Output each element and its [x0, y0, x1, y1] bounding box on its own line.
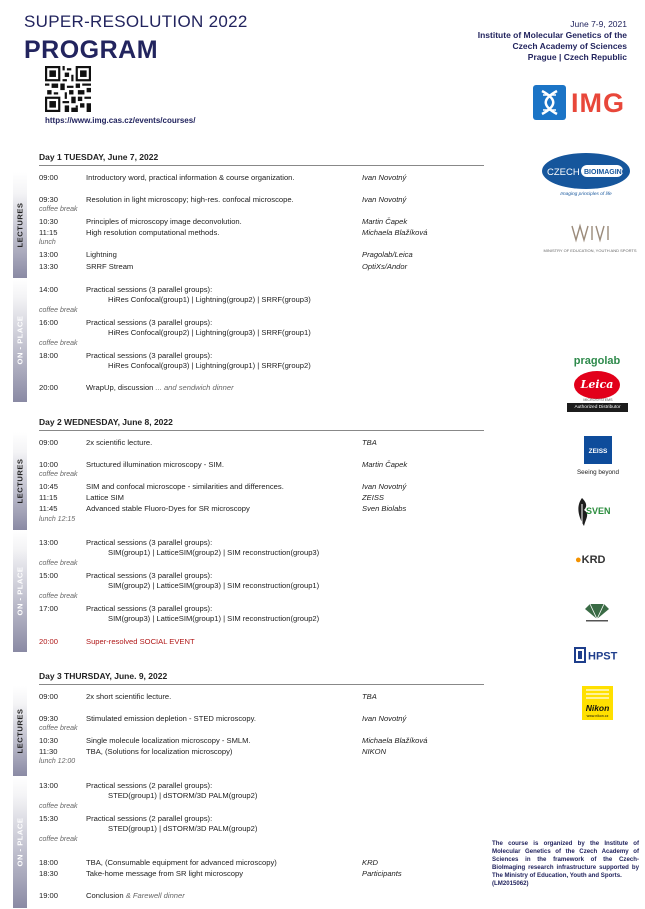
- schedule-row: 20:00 WrapUp, discussion ... and sendwich dinner: [39, 383, 234, 392]
- sven-biolabs-logo: [572, 496, 612, 528]
- day2-title: Day 2 WEDNESDAY, June 8, 2022: [39, 417, 173, 427]
- hpst-logo: [573, 646, 625, 664]
- zeiss-logo-text: ZEISS: [588, 448, 608, 455]
- on-place-label: ON - PLACE: [15, 566, 25, 616]
- krd-logo-text: KRD: [581, 554, 606, 566]
- zeiss-logo: [584, 436, 612, 464]
- break-label: coffee break: [39, 206, 78, 213]
- schedule-row: 15:30 Practical sessions (2 parallel groups):: [39, 814, 213, 823]
- img-logo: [533, 85, 631, 123]
- event-date: June 7-9, 2021: [570, 19, 627, 29]
- schedule-row: 13:00 Lightning Pragolab/Leica: [39, 250, 413, 259]
- nikon-logo: [582, 686, 613, 720]
- schedule-row: 11:45 Advanced stable Fluoro-Dyes for SR microscopy Sven Biolabs: [39, 504, 407, 513]
- on-place-label: ON - PLACE: [15, 817, 25, 867]
- break-label: coffee break: [39, 560, 78, 567]
- krd-dot-icon: ●: [575, 554, 582, 566]
- session-groups-row: HiRes Confocal(group1) | Lightning(group2) | SRRF(group3): [108, 295, 311, 304]
- lectures-label: LECTURES: [15, 708, 25, 754]
- lectures-bar-day2: [13, 432, 27, 530]
- session-groups-row: SIM(group2) | LatticeSIM(group3) | SIM reconstruction(group1): [108, 581, 320, 590]
- event-info: [397, 19, 627, 63]
- schedule-row: 09:30 Stimulated emission depletion - STED microscopy. Ivan Novotný: [39, 714, 407, 723]
- schedule-row: 11:15 High resolution computational methods. Michaela Blažíková: [39, 228, 428, 237]
- dna-icon: [533, 85, 566, 120]
- break-label: coffee break: [39, 471, 78, 478]
- on-place-bar-day2: [13, 530, 27, 652]
- authorized-distributor-badge: Authorized Distributor: [567, 403, 628, 412]
- partner-emblem-logo: [582, 601, 612, 623]
- schedule-row: 16:00 Practical sessions (3 parallel groups):: [39, 318, 213, 327]
- break-label: coffee break: [39, 725, 78, 732]
- schedule-row: 11:15 Lattice SIM ZEISS: [39, 493, 384, 502]
- schedule-row: 13:00 Practical sessions (2 parallel groups):: [39, 781, 213, 790]
- schedule-row: 19:00 Conclusion & Farewell dinner: [39, 891, 185, 900]
- schedule-row: 13:30 SRRF Stream OptiXs/Andor: [39, 262, 408, 271]
- break-label: coffee break: [39, 803, 78, 810]
- lectures-label: LECTURES: [15, 458, 25, 504]
- footnote-text: The course is organized by the Institute of Molecular Genetics of the Czech Academy of Sciences in the framework of the Czech-BioImaging research infrastructure supported by The Ministry of Education, Youth and Sports.: [492, 840, 639, 879]
- msmt-ministry-logo: [543, 222, 637, 262]
- on-place-bar-day3: [13, 776, 27, 908]
- img-logo-text: IMG: [571, 88, 625, 118]
- on-place-bar-day1: [13, 278, 27, 402]
- czech-bioimaging-logo: [540, 152, 632, 197]
- break-label: coffee break: [39, 307, 78, 314]
- course-url-link[interactable]: https://www.img.cas.cz/events/courses/: [45, 116, 196, 125]
- schedule-row: 15:00 Practical sessions (3 parallel groups):: [39, 571, 213, 580]
- break-label: lunch: [39, 239, 56, 246]
- czech-logo-text: CZECH: [547, 167, 580, 178]
- session-groups-row: SIM(group3) | LatticeSIM(group1) | SIM reconstruction(group2): [108, 614, 320, 623]
- leica-tagline: MICROSYSTEMS: [583, 398, 613, 402]
- msmt-caption: MINISTRY OF EDUCATION, YOUTH AND SPORTS: [543, 248, 637, 253]
- organizer-line1: Institute of Molecular Genetics of the: [477, 30, 627, 40]
- organizer-line2: Czech Academy of Sciences: [512, 41, 627, 51]
- footnote-code: (LM2015062): [492, 880, 529, 887]
- schedule-row: 11:30 TBA, (Solutions for localization microscopy) NIKON: [39, 747, 387, 756]
- schedule-row: 09:30 Resolution in light microscopy; high-res. confocal microscope. Ivan Novotný: [39, 195, 407, 204]
- schedule-row: 09:00 2x short scientific lecture. TBA: [39, 692, 377, 701]
- schedule-row: 10:30 Single molecule localization microscopy - SMLM. Michaela Blažíková: [39, 736, 428, 745]
- zeiss-tagline: Seeing beyond: [576, 469, 619, 476]
- schedule-row: 14:00 Practical sessions (3 parallel groups):: [39, 285, 213, 294]
- schedule-row: 18:00 TBA, (Consumable equipment for advanced microscopy) KRD: [39, 858, 379, 867]
- schedule-row: 18:00 Practical sessions (3 parallel groups):: [39, 351, 213, 360]
- qr-code-icon[interactable]: [45, 66, 91, 112]
- break-label: coffee break: [39, 836, 78, 843]
- day2-divider: [39, 430, 484, 431]
- nikon-url: www.nikon.cz: [586, 714, 609, 718]
- day3-title: Day 3 THURSDAY, June. 9, 2022: [39, 671, 168, 681]
- session-groups-row: STED(group1) | dSTORM/3D PALM(group2): [108, 824, 258, 833]
- krd-logo: [575, 554, 620, 568]
- break-label: coffee break: [39, 340, 78, 347]
- social-event-row: 20:00 Super-resolved SOCIAL EVENT: [39, 637, 195, 646]
- bioimaging-logo-text: BIOIMAGING: [584, 169, 628, 176]
- day1-title: Day 1 TUESDAY, June 7, 2022: [39, 152, 159, 162]
- pragolab-logo: pragolab: [573, 355, 621, 367]
- schedule-row: 13:00 Practical sessions (3 parallel groups):: [39, 538, 213, 547]
- page-title: PROGRAM: [24, 36, 159, 64]
- organizer-footnote: [492, 840, 639, 888]
- session-groups-row: HiRes Confocal(group2) | Lightning(group3) | SRRF(group1): [108, 328, 311, 337]
- sven-logo-text: SVEN: [586, 506, 611, 516]
- day1-divider: [39, 165, 484, 166]
- lectures-bar-day1: [13, 172, 27, 278]
- session-groups-row: STED(group1) | dSTORM/3D PALM(group2): [108, 791, 258, 800]
- session-groups-row: HiRes Confocal(group3) | Lightning(group1) | SRRF(group2): [108, 361, 311, 370]
- lectures-label: LECTURES: [15, 202, 25, 248]
- break-label: lunch 12:15: [39, 516, 76, 523]
- bioimaging-tagline: Imaging principles of life: [560, 192, 612, 197]
- leica-logo: Leica: [574, 371, 620, 399]
- day3-divider: [39, 684, 484, 685]
- break-label: coffee break: [39, 593, 78, 600]
- lectures-bar-day3: [13, 686, 27, 776]
- schedule-row: 09:00 Introductory word, practical information & course organization. Ivan Novotný: [39, 173, 407, 182]
- on-place-label: ON - PLACE: [15, 315, 25, 365]
- schedule-row: 18:30 Take-home message from SR light microscopy Participants: [39, 869, 402, 878]
- session-groups-row: SIM(group1) | LatticeSIM(group2) | SIM reconstruction(group3): [108, 548, 320, 557]
- schedule-row: 17:00 Practical sessions (3 parallel groups):: [39, 604, 213, 613]
- schedule-row: 09:00 2x scientific lecture. TBA: [39, 438, 377, 447]
- organizer-line3: Prague | Czech Republic: [527, 52, 627, 62]
- schedule-row: 10:45 SIM and confocal microscope - similarities and differences. Ivan Novotný: [39, 482, 407, 491]
- break-label: lunch 12:00: [39, 758, 76, 765]
- schedule-row: 10:00 Srtuctured illumination microscopy - SIM. Martin Čapek: [39, 460, 408, 469]
- hpst-logo-text: HPST: [588, 650, 618, 663]
- program-supertitle: SUPER-RESOLUTION 2022: [24, 12, 248, 31]
- nikon-logo-text: Nikon: [585, 703, 610, 713]
- schedule-row: 10:30 Principles of microscopy image deconvolution. Martin Čapek: [39, 217, 408, 226]
